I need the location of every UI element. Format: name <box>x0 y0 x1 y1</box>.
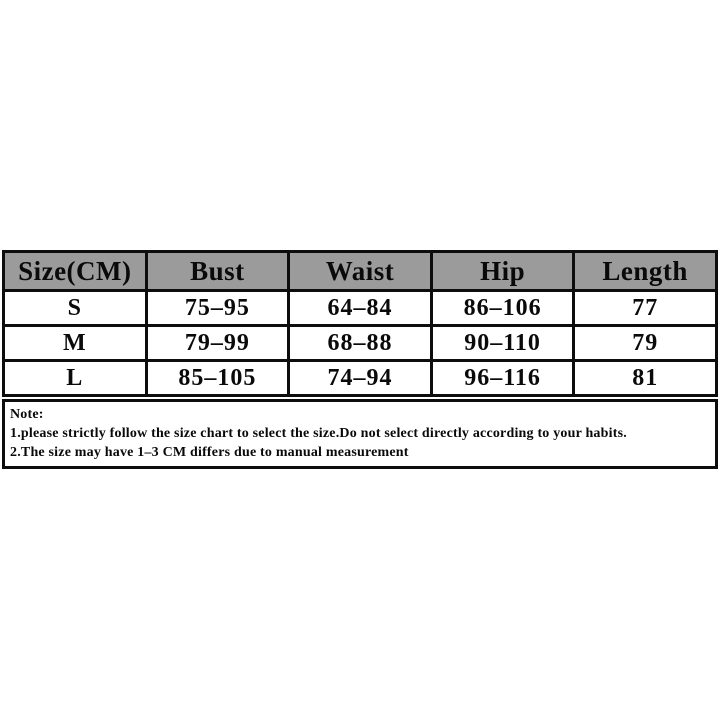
cell-size-s: S <box>4 291 147 326</box>
col-header-bust: Bust <box>146 252 289 291</box>
size-chart-table <box>2 250 718 397</box>
cell-bust-l: 85–105 <box>146 361 289 396</box>
cell-waist-s: 64–84 <box>289 291 432 326</box>
note-line-1: 1.please strictly follow the size chart to select the size.Do not select directly according to your habits. <box>10 426 627 441</box>
note-box <box>2 399 718 469</box>
cell-hip-m: 90–110 <box>431 326 574 361</box>
cell-length-m: 79 <box>574 326 717 361</box>
table-row-s <box>4 291 717 326</box>
table-row-l <box>4 361 717 396</box>
cell-size-l: L <box>4 361 147 396</box>
cell-length-s: 77 <box>574 291 717 326</box>
note-title: Note: <box>10 407 44 422</box>
col-header-waist: Waist <box>289 252 432 291</box>
cell-hip-l: 96–116 <box>431 361 574 396</box>
note-line-2: 2.The size may have 1–3 CM differs due to manual measurement <box>10 445 409 460</box>
col-header-hip: Hip <box>431 252 574 291</box>
cell-waist-l: 74–94 <box>289 361 432 396</box>
cell-size-m: M <box>4 326 147 361</box>
header-row <box>4 252 717 291</box>
cell-hip-s: 86–106 <box>431 291 574 326</box>
cell-bust-m: 79–99 <box>146 326 289 361</box>
table-row-m <box>4 326 717 361</box>
cell-waist-m: 68–88 <box>289 326 432 361</box>
cell-bust-s: 75–95 <box>146 291 289 326</box>
col-header-length: Length <box>574 252 717 291</box>
cell-length-l: 81 <box>574 361 717 396</box>
col-header-size: Size(CM) <box>4 252 147 291</box>
